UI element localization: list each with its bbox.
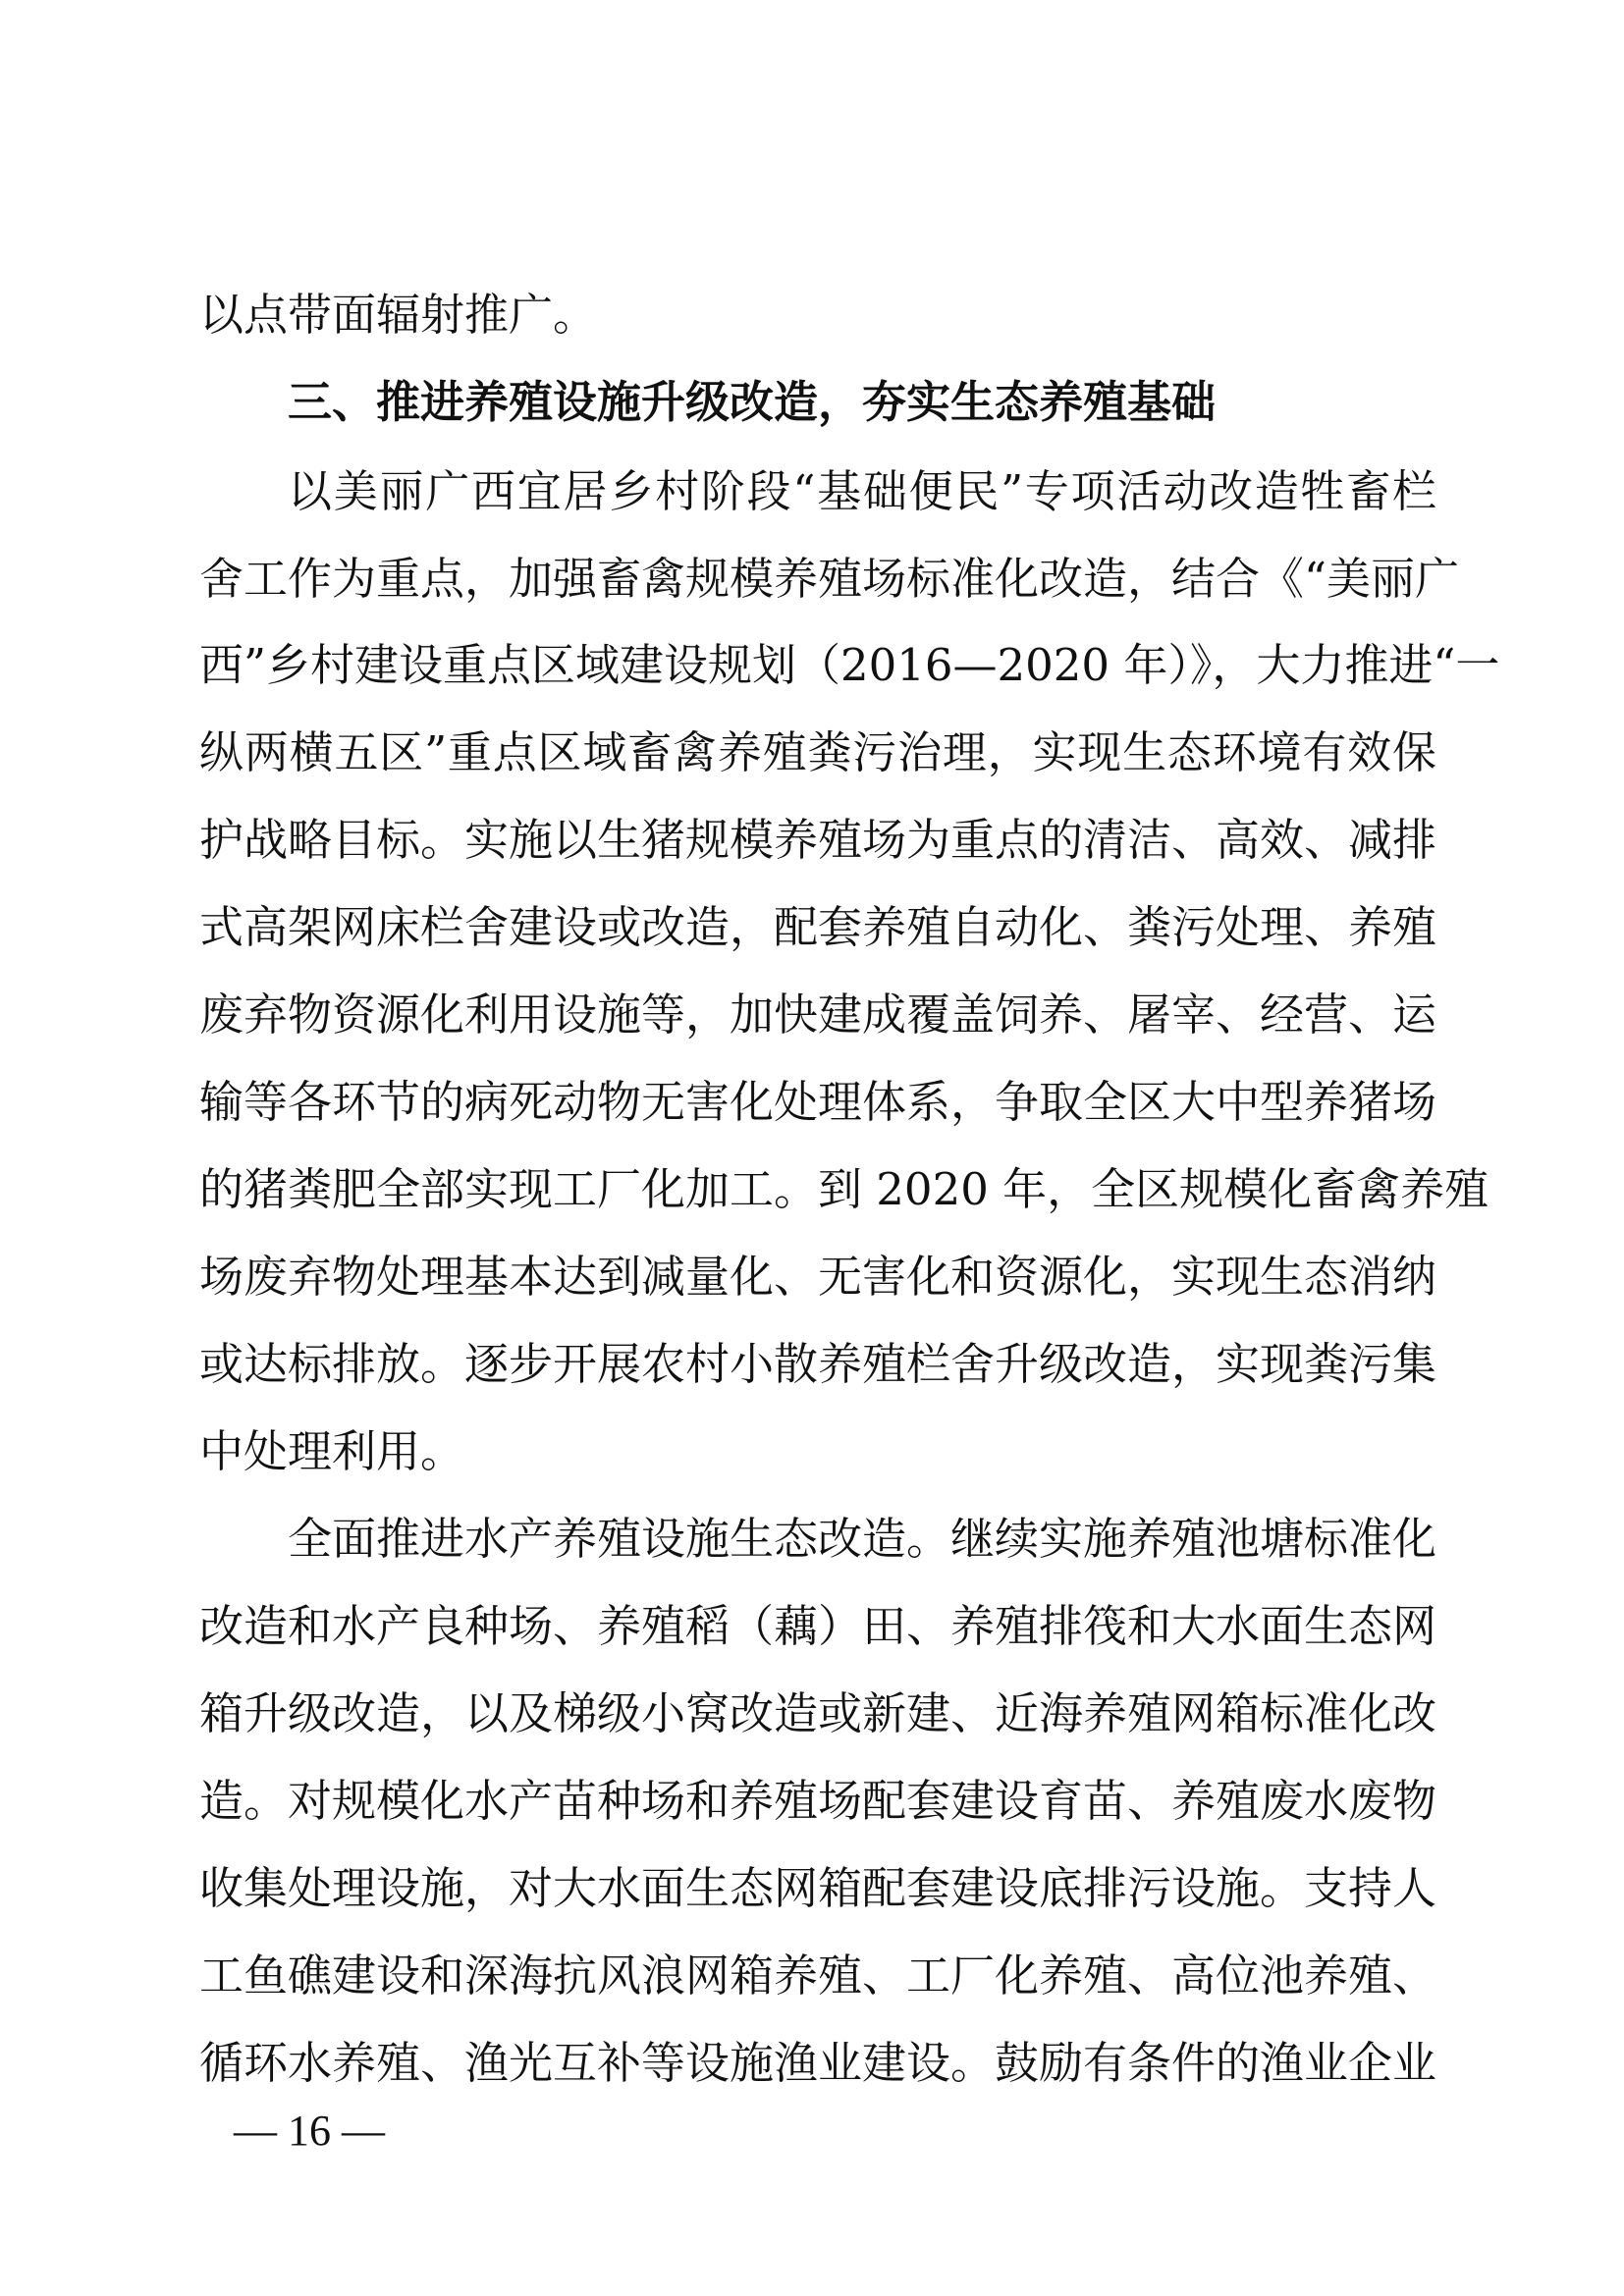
text-line: 或达标排放。逐步开展农村小散养殖栏舍升级改造，实现粪污集	[199, 1338, 1437, 1390]
text-line: 场废弃物处理基本达到减量化、无害化和资源化，实现生态消纳	[199, 1251, 1437, 1303]
text-line: 循环水养殖、渔光互补等设施渔业建设。鼓励有条件的渔业企业	[199, 2037, 1437, 2089]
text-line: 改造和水产良种场、养殖稻（藕）田、养殖排筏和大水面生态网	[199, 1600, 1437, 1652]
text-line: 造。对规模化水产苗种场和养殖场配套建设育苗、养殖废水废物	[199, 1775, 1437, 1827]
text-line: 全面推进水产养殖设施生态改造。继续实施养殖池塘标准化	[288, 1513, 1437, 1565]
text-line: 护战略目标。实施以生猪规模养殖场为重点的清洁、高效、减排	[199, 814, 1437, 866]
text-line: 中处理利用。	[199, 1425, 465, 1477]
text-line: 工鱼礁建设和深海抗风浪网箱养殖、工厂化养殖、高位池养殖、	[199, 1949, 1437, 2002]
text-line: 式高架网床栏舍建设或改造，配套养殖自动化、粪污处理、养殖	[199, 901, 1437, 953]
section-heading: 三、推进养殖设施升级改造，夯实生态养殖基础	[288, 376, 1217, 428]
page-number: — 16 —	[234, 2107, 385, 2155]
text-line: 箱升级改造，以及梯级小窝改造或新建、近海养殖网箱标准化改	[199, 1687, 1437, 1739]
text-line: 以点带面辐射推广。	[199, 289, 598, 341]
text-line: 纵两横五区”重点区域畜禽养殖粪污治理，实现生态环境有效保	[199, 726, 1436, 778]
text-line: 西”乡村建设重点区域建设规划（2016—2020 年）》，大力推进“一	[199, 639, 1500, 691]
text-line: 舍工作为重点，加强畜禽规模养殖场标准化改造，结合《“美丽广	[199, 553, 1460, 605]
text-line: 收集处理设施，对大水面生态网箱配套建设底排污设施。支持人	[199, 1862, 1437, 1914]
text-line: 输等各环节的病死动物无害化处理体系，争取全区大中型养猪场	[199, 1076, 1437, 1128]
text-line: 的猪粪肥全部实现工厂化加工。到 2020 年，全区规模化畜禽养殖	[199, 1163, 1489, 1215]
text-line: 以美丽广西宜居乡村阶段“基础便民”专项活动改造牲畜栏	[288, 465, 1436, 517]
text-line: 废弃物资源化利用设施等，加快建成覆盖饲养、屠宰、经营、运	[199, 988, 1437, 1041]
